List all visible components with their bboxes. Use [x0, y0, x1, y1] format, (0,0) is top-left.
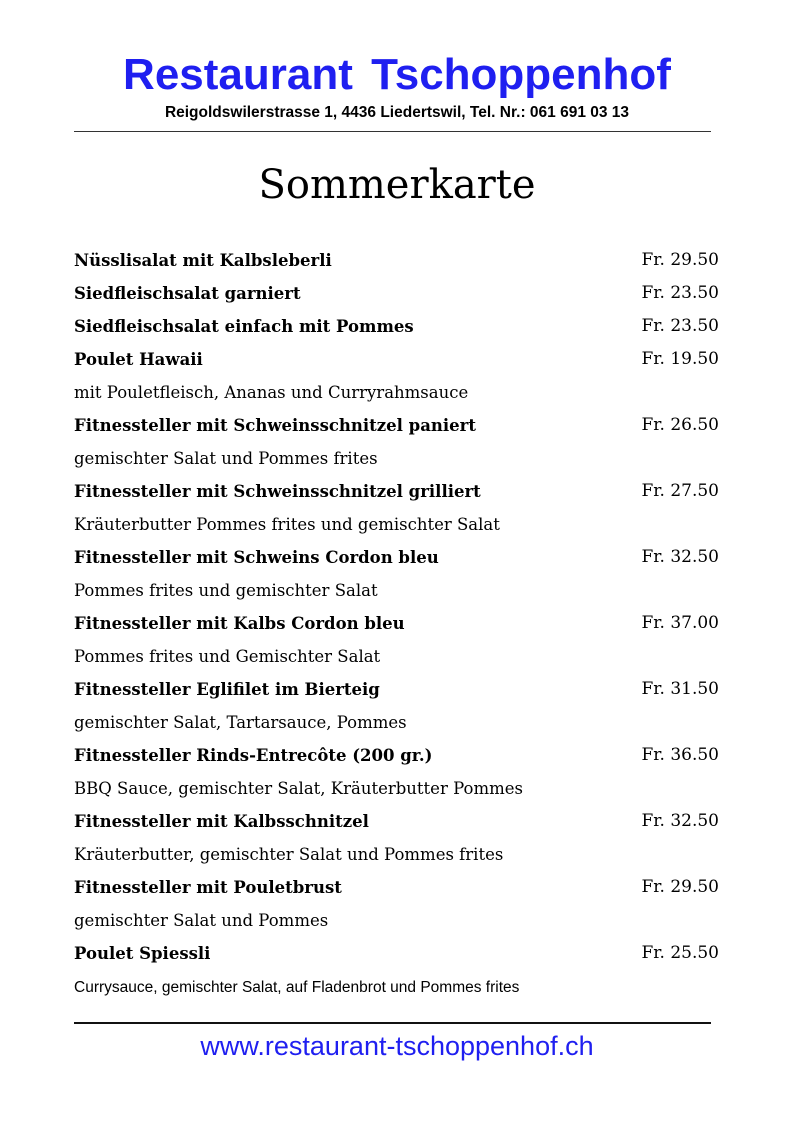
dish-price: Fr. 31.50 — [641, 679, 719, 699]
dish-description-row — [74, 772, 719, 805]
dish-description: BBQ Sauce, gemischter Salat, Kräuterbutter Pommes — [74, 779, 523, 798]
dish-description-row — [74, 442, 719, 475]
dish-description-row — [74, 706, 719, 739]
dish-description: Kräuterbutter Pommes frites und gemischter Salat — [74, 515, 500, 534]
footer-divider — [74, 1022, 711, 1024]
dish-description: Pommes frites und gemischter Salat — [74, 581, 378, 600]
dish-description: gemischter Salat und Pommes frites — [74, 449, 378, 468]
dish-price: Fr. 26.50 — [641, 415, 719, 435]
menu-item — [74, 277, 719, 310]
dish-description: Kräuterbutter, gemischter Salat und Pommes frites — [74, 845, 504, 864]
menu-item — [74, 343, 719, 376]
dish-description: gemischter Salat, Tartarsauce, Pommes — [74, 713, 407, 732]
restaurant-address: Reigoldswilerstrasse 1, 4436 Liedertswil, Tel. Nr.: 061 691 03 13 — [164, 104, 630, 121]
dish-price: Fr. 23.50 — [641, 316, 719, 336]
dish-name: Siedfleischsalat einfach mit Pommes — [74, 317, 414, 336]
dish-price: Fr. 32.50 — [641, 811, 719, 831]
dish-name: Fitnessteller mit Schweins Cordon bleu — [74, 548, 439, 567]
dish-description: gemischter Salat und Pommes — [74, 911, 329, 930]
dish-name: Fitnessteller mit Kalbs Cordon bleu — [74, 614, 405, 633]
restaurant-title: Restaurant Tschoppenhof — [123, 50, 671, 99]
menu-item — [74, 805, 719, 838]
menu-list — [74, 244, 719, 1003]
dish-description-row — [74, 640, 719, 673]
menu-item — [74, 739, 719, 772]
dish-price: Fr. 36.50 — [641, 745, 719, 765]
menu-item — [74, 475, 719, 508]
dish-name: Poulet Hawaii — [74, 350, 203, 369]
menu-item — [74, 871, 719, 904]
dish-name: Fitnessteller mit Schweinsschnitzel grilliert — [74, 482, 481, 501]
dish-description: Pommes frites und Gemischter Salat — [74, 647, 381, 666]
dish-price: Fr. 29.50 — [641, 877, 719, 897]
dish-description-row — [74, 574, 719, 607]
dish-name: Poulet Spiessli — [74, 944, 211, 963]
dish-description-row — [74, 970, 719, 1003]
dish-price: Fr. 23.50 — [641, 283, 719, 303]
menu-item — [74, 673, 719, 706]
dish-name: Fitnessteller Rinds-Entrecôte (200 gr.) — [74, 746, 433, 765]
dish-name: Fitnessteller mit Kalbsschnitzel — [74, 812, 369, 831]
dish-description-row — [74, 376, 719, 409]
dish-price: Fr. 25.50 — [641, 943, 719, 963]
header-divider — [74, 131, 711, 132]
dish-name: Fitnessteller Eglifilet im Bierteig — [74, 680, 380, 699]
dish-name: Fitnessteller mit Pouletbrust — [74, 878, 342, 897]
dish-description: Currysauce, gemischter Salat, auf Fladenbrot und Pommes frites — [74, 979, 520, 996]
website-link[interactable]: www.restaurant-tschoppenhof.ch — [200, 1031, 594, 1061]
dish-price: Fr. 27.50 — [641, 481, 719, 501]
menu-item — [74, 409, 719, 442]
dish-description-row — [74, 838, 719, 871]
menu-item — [74, 937, 719, 970]
dish-name: Nüsslisalat mit Kalbsleberli — [74, 251, 332, 270]
page-title: Sommerkarte — [258, 162, 536, 208]
dish-description: mit Pouletfleisch, Ananas und Curryrahmsauce — [74, 383, 469, 402]
menu-item — [74, 541, 719, 574]
dish-name: Fitnessteller mit Schweinsschnitzel paniert — [74, 416, 476, 435]
dish-price: Fr. 37.00 — [641, 613, 719, 633]
dish-price: Fr. 29.50 — [641, 250, 719, 270]
menu-item — [74, 607, 719, 640]
dish-price: Fr. 32.50 — [641, 547, 719, 567]
menu-item — [74, 310, 719, 343]
dish-description-row — [74, 508, 719, 541]
dish-price: Fr. 19.50 — [641, 349, 719, 369]
dish-name: Siedfleischsalat garniert — [74, 284, 301, 303]
menu-item — [74, 244, 719, 277]
dish-description-row — [74, 904, 719, 937]
